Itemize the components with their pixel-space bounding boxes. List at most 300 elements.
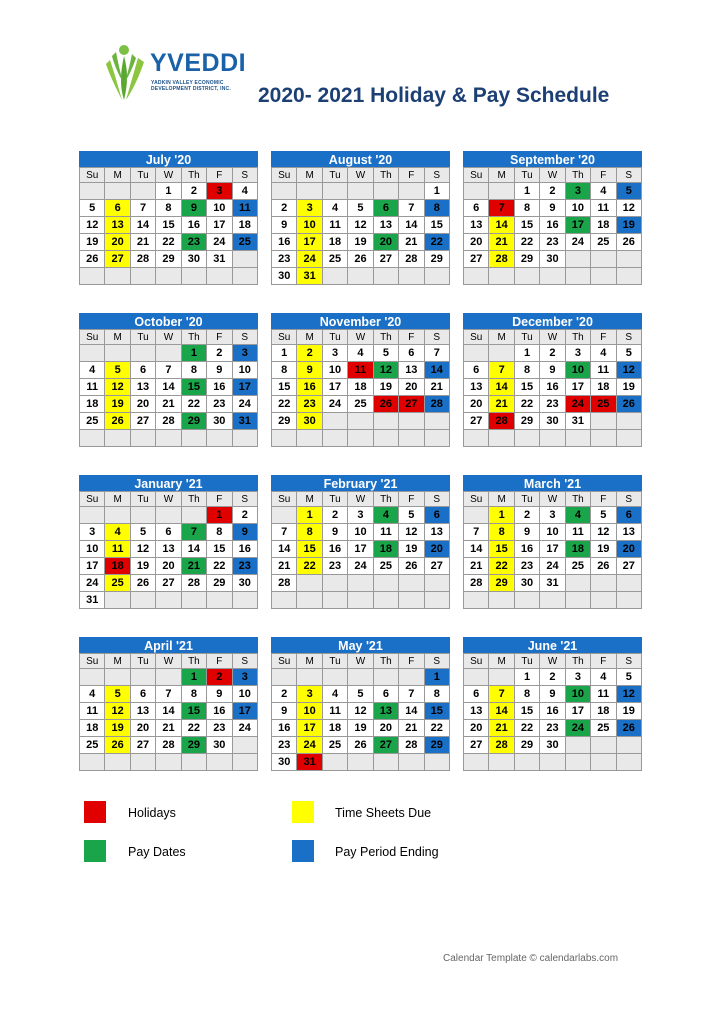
empty-cell <box>348 413 373 430</box>
legend-time-sheets-label: Time Sheets Due <box>335 806 432 820</box>
month-calendar <box>271 637 450 771</box>
day-cell: 6 <box>105 200 130 217</box>
day-cell: 13 <box>130 703 155 720</box>
day-cell: 23 <box>207 396 232 413</box>
day-cell: 8 <box>181 362 206 379</box>
day-cell: 6 <box>464 200 489 217</box>
month-title: March '21 <box>463 475 642 491</box>
weekday-header: M <box>489 330 514 345</box>
weekday-header: Tu <box>130 492 155 507</box>
day-cell: 30 <box>272 268 297 285</box>
day-cell: 8 <box>424 200 449 217</box>
day-cell: 14 <box>489 703 514 720</box>
empty-cell <box>130 669 155 686</box>
weekday-header: Su <box>80 654 105 669</box>
day-cell: 3 <box>348 507 373 524</box>
empty-cell <box>105 507 130 524</box>
empty-cell <box>80 268 105 285</box>
day-cell: 21 <box>272 558 297 575</box>
empty-cell <box>80 345 105 362</box>
empty-cell <box>464 592 489 609</box>
month-days-table <box>79 329 258 447</box>
weekday-header: Tu <box>514 654 539 669</box>
month-days-table <box>271 167 450 285</box>
empty-cell <box>322 268 347 285</box>
day-cell: 12 <box>616 362 641 379</box>
weekday-header: S <box>424 168 449 183</box>
empty-cell <box>514 268 539 285</box>
day-cell: 11 <box>565 524 590 541</box>
day-cell: 29 <box>514 737 539 754</box>
pay-period-swatch <box>292 840 314 862</box>
day-cell: 11 <box>105 541 130 558</box>
weekday-header: Su <box>272 168 297 183</box>
day-cell: 3 <box>80 524 105 541</box>
day-cell: 16 <box>272 720 297 737</box>
weekday-header: S <box>424 654 449 669</box>
day-cell: 28 <box>272 575 297 592</box>
day-cell: 7 <box>399 686 424 703</box>
day-cell: 2 <box>540 669 565 686</box>
empty-cell <box>348 268 373 285</box>
day-cell: 3 <box>565 183 590 200</box>
day-cell: 25 <box>591 396 616 413</box>
empty-cell <box>80 507 105 524</box>
month-calendar <box>463 637 642 771</box>
month-calendar <box>463 313 642 447</box>
day-cell: 2 <box>207 345 232 362</box>
day-cell: 23 <box>322 558 347 575</box>
empty-cell <box>489 592 514 609</box>
legend-pay-period-label: Pay Period Ending <box>335 845 439 859</box>
weekday-header: W <box>156 654 181 669</box>
empty-cell <box>399 754 424 771</box>
weekday-header: M <box>105 654 130 669</box>
empty-cell <box>156 430 181 447</box>
empty-cell <box>565 575 590 592</box>
weekday-header: Su <box>272 654 297 669</box>
day-cell: 18 <box>591 703 616 720</box>
weekday-header: W <box>540 168 565 183</box>
day-cell: 18 <box>105 558 130 575</box>
weekday-header: M <box>489 168 514 183</box>
day-cell: 27 <box>424 558 449 575</box>
day-cell: 21 <box>399 234 424 251</box>
day-cell: 21 <box>464 558 489 575</box>
day-cell: 28 <box>156 413 181 430</box>
day-cell: 8 <box>156 200 181 217</box>
day-cell: 22 <box>181 720 206 737</box>
day-cell: 24 <box>207 234 232 251</box>
weekday-header: Su <box>80 168 105 183</box>
empty-cell <box>80 669 105 686</box>
day-cell: 28 <box>156 737 181 754</box>
weekday-header: Th <box>565 654 590 669</box>
day-cell: 9 <box>207 686 232 703</box>
empty-cell <box>464 183 489 200</box>
weekday-header: M <box>297 330 322 345</box>
day-cell: 22 <box>207 558 232 575</box>
day-cell: 12 <box>616 200 641 217</box>
day-cell: 17 <box>565 703 590 720</box>
day-cell: 14 <box>181 541 206 558</box>
month-days-table <box>271 653 450 771</box>
legend-holidays-label: Holidays <box>128 806 176 820</box>
weekday-header: Tu <box>130 168 155 183</box>
month-days-table <box>79 167 258 285</box>
empty-cell <box>373 413 398 430</box>
day-cell: 9 <box>207 362 232 379</box>
day-cell: 9 <box>322 524 347 541</box>
day-cell: 16 <box>297 379 322 396</box>
day-cell: 5 <box>105 362 130 379</box>
day-cell: 16 <box>514 541 539 558</box>
day-cell: 29 <box>514 413 539 430</box>
day-cell: 27 <box>130 413 155 430</box>
day-cell: 10 <box>207 200 232 217</box>
day-cell: 16 <box>232 541 257 558</box>
empty-cell <box>348 183 373 200</box>
empty-cell <box>616 592 641 609</box>
day-cell: 23 <box>514 558 539 575</box>
day-cell: 25 <box>565 558 590 575</box>
empty-cell <box>181 754 206 771</box>
month-title: December '20 <box>463 313 642 329</box>
pay-dates-swatch <box>84 840 106 862</box>
empty-cell <box>207 430 232 447</box>
empty-cell <box>489 345 514 362</box>
day-cell: 25 <box>373 558 398 575</box>
weekday-header: F <box>591 168 616 183</box>
day-cell: 16 <box>207 379 232 396</box>
weekday-header: S <box>616 492 641 507</box>
day-cell: 2 <box>181 183 206 200</box>
empty-cell <box>105 183 130 200</box>
day-cell: 3 <box>297 200 322 217</box>
day-cell: 8 <box>514 686 539 703</box>
day-cell: 1 <box>181 345 206 362</box>
day-cell: 30 <box>540 413 565 430</box>
day-cell: 5 <box>616 183 641 200</box>
month-calendar <box>271 313 450 447</box>
day-cell: 11 <box>80 703 105 720</box>
month-days-table <box>79 491 258 609</box>
empty-cell <box>105 669 130 686</box>
day-cell: 20 <box>424 541 449 558</box>
weekday-header: M <box>297 654 322 669</box>
day-cell: 22 <box>514 234 539 251</box>
empty-cell <box>399 268 424 285</box>
month-title: January '21 <box>79 475 258 491</box>
empty-cell <box>181 592 206 609</box>
day-cell: 21 <box>489 720 514 737</box>
empty-cell <box>424 592 449 609</box>
day-cell: 16 <box>540 379 565 396</box>
day-cell: 11 <box>348 362 373 379</box>
day-cell: 15 <box>489 541 514 558</box>
empty-cell <box>322 575 347 592</box>
day-cell: 25 <box>232 234 257 251</box>
day-cell: 26 <box>348 251 373 268</box>
empty-cell <box>80 183 105 200</box>
day-cell: 1 <box>156 183 181 200</box>
month-calendar <box>463 475 642 609</box>
weekday-header: Tu <box>322 168 347 183</box>
day-cell: 30 <box>207 413 232 430</box>
month-title: July '20 <box>79 151 258 167</box>
day-cell: 26 <box>105 737 130 754</box>
day-cell: 1 <box>424 669 449 686</box>
weekday-header: Su <box>272 330 297 345</box>
empty-cell <box>322 430 347 447</box>
day-cell: 4 <box>105 524 130 541</box>
empty-cell <box>373 183 398 200</box>
day-cell: 2 <box>272 686 297 703</box>
day-cell: 2 <box>297 345 322 362</box>
weekday-header: S <box>232 492 257 507</box>
day-cell: 13 <box>464 217 489 234</box>
day-cell: 13 <box>424 524 449 541</box>
weekday-header: Tu <box>514 168 539 183</box>
weekday-header: Su <box>80 492 105 507</box>
day-cell: 18 <box>80 396 105 413</box>
empty-cell <box>399 183 424 200</box>
day-cell: 19 <box>399 541 424 558</box>
day-cell: 21 <box>130 234 155 251</box>
day-cell: 22 <box>514 720 539 737</box>
day-cell: 17 <box>348 541 373 558</box>
day-cell: 3 <box>207 183 232 200</box>
day-cell: 28 <box>399 737 424 754</box>
empty-cell <box>80 430 105 447</box>
day-cell: 7 <box>181 524 206 541</box>
empty-cell <box>130 430 155 447</box>
day-cell: 9 <box>297 362 322 379</box>
empty-cell <box>297 430 322 447</box>
day-cell: 17 <box>540 541 565 558</box>
day-cell: 8 <box>272 362 297 379</box>
day-cell: 20 <box>616 541 641 558</box>
day-cell: 19 <box>80 234 105 251</box>
day-cell: 7 <box>489 686 514 703</box>
empty-cell <box>464 345 489 362</box>
day-cell: 27 <box>156 575 181 592</box>
day-cell: 24 <box>565 720 590 737</box>
weekday-header: S <box>616 654 641 669</box>
day-cell: 28 <box>424 396 449 413</box>
day-cell: 26 <box>399 558 424 575</box>
day-cell: 10 <box>348 524 373 541</box>
day-cell: 25 <box>348 396 373 413</box>
day-cell: 22 <box>272 396 297 413</box>
day-cell: 20 <box>464 396 489 413</box>
day-cell: 7 <box>399 200 424 217</box>
day-cell: 28 <box>489 251 514 268</box>
day-cell: 23 <box>540 720 565 737</box>
day-cell: 30 <box>207 737 232 754</box>
day-cell: 13 <box>616 524 641 541</box>
day-cell: 26 <box>616 720 641 737</box>
day-cell: 26 <box>373 396 398 413</box>
day-cell: 18 <box>232 217 257 234</box>
day-cell: 15 <box>272 379 297 396</box>
day-cell: 17 <box>232 379 257 396</box>
weekday-header: M <box>105 492 130 507</box>
day-cell: 29 <box>489 575 514 592</box>
day-cell: 15 <box>297 541 322 558</box>
day-cell: 18 <box>348 379 373 396</box>
day-cell: 19 <box>616 703 641 720</box>
day-cell: 3 <box>232 345 257 362</box>
day-cell: 21 <box>181 558 206 575</box>
empty-cell <box>297 669 322 686</box>
empty-cell <box>616 268 641 285</box>
month-days-table <box>79 653 258 771</box>
day-cell: 22 <box>424 720 449 737</box>
empty-cell <box>373 268 398 285</box>
day-cell: 7 <box>272 524 297 541</box>
empty-cell <box>616 737 641 754</box>
empty-cell <box>591 754 616 771</box>
day-cell: 10 <box>297 703 322 720</box>
day-cell: 31 <box>80 592 105 609</box>
day-cell: 9 <box>272 217 297 234</box>
weekday-header: Tu <box>130 654 155 669</box>
day-cell: 2 <box>514 507 539 524</box>
day-cell: 23 <box>232 558 257 575</box>
month-calendar <box>271 151 450 285</box>
empty-cell <box>489 669 514 686</box>
day-cell: 24 <box>565 396 590 413</box>
day-cell: 4 <box>565 507 590 524</box>
day-cell: 12 <box>399 524 424 541</box>
day-cell: 11 <box>591 200 616 217</box>
day-cell: 2 <box>272 200 297 217</box>
empty-cell <box>591 251 616 268</box>
month-days-table <box>463 653 642 771</box>
day-cell: 8 <box>489 524 514 541</box>
month-title: June '21 <box>463 637 642 653</box>
day-cell: 8 <box>207 524 232 541</box>
day-cell: 26 <box>80 251 105 268</box>
month-calendar <box>271 475 450 609</box>
day-cell: 26 <box>591 558 616 575</box>
weekday-header: Su <box>464 492 489 507</box>
day-cell: 7 <box>424 345 449 362</box>
day-cell: 6 <box>464 362 489 379</box>
day-cell: 6 <box>373 200 398 217</box>
day-cell: 1 <box>514 345 539 362</box>
day-cell: 24 <box>322 396 347 413</box>
weekday-header: Tu <box>514 330 539 345</box>
empty-cell <box>489 430 514 447</box>
day-cell: 5 <box>399 507 424 524</box>
day-cell: 6 <box>156 524 181 541</box>
day-cell: 20 <box>373 234 398 251</box>
day-cell: 7 <box>130 200 155 217</box>
month-days-table <box>271 491 450 609</box>
month-days-table <box>463 329 642 447</box>
weekday-header: W <box>348 168 373 183</box>
empty-cell <box>424 754 449 771</box>
day-cell: 25 <box>322 251 347 268</box>
day-cell: 23 <box>540 234 565 251</box>
day-cell: 30 <box>540 737 565 754</box>
empty-cell <box>297 183 322 200</box>
day-cell: 22 <box>424 234 449 251</box>
empty-cell <box>80 754 105 771</box>
day-cell: 5 <box>80 200 105 217</box>
weekday-header: F <box>591 492 616 507</box>
day-cell: 18 <box>565 541 590 558</box>
day-cell: 7 <box>156 362 181 379</box>
day-cell: 14 <box>130 217 155 234</box>
day-cell: 3 <box>540 507 565 524</box>
empty-cell <box>207 268 232 285</box>
day-cell: 29 <box>181 413 206 430</box>
empty-cell <box>130 183 155 200</box>
empty-cell <box>156 268 181 285</box>
day-cell: 14 <box>399 217 424 234</box>
day-cell: 24 <box>232 396 257 413</box>
day-cell: 11 <box>322 703 347 720</box>
day-cell: 15 <box>514 379 539 396</box>
empty-cell <box>130 754 155 771</box>
month-title: November '20 <box>271 313 450 329</box>
weekday-header: F <box>399 654 424 669</box>
empty-cell <box>348 754 373 771</box>
day-cell: 17 <box>565 379 590 396</box>
month-title: May '21 <box>271 637 450 653</box>
logo-name: YVEDDI <box>150 49 247 77</box>
day-cell: 7 <box>489 362 514 379</box>
day-cell: 19 <box>591 541 616 558</box>
empty-cell <box>464 669 489 686</box>
day-cell: 30 <box>181 251 206 268</box>
day-cell: 7 <box>156 686 181 703</box>
empty-cell <box>348 430 373 447</box>
day-cell: 9 <box>181 200 206 217</box>
day-cell: 23 <box>181 234 206 251</box>
weekday-header: W <box>540 330 565 345</box>
day-cell: 27 <box>464 413 489 430</box>
day-cell: 4 <box>80 686 105 703</box>
day-cell: 18 <box>322 720 347 737</box>
weekday-header: F <box>399 330 424 345</box>
day-cell: 19 <box>105 720 130 737</box>
day-cell: 17 <box>297 720 322 737</box>
empty-cell <box>424 430 449 447</box>
weekday-header: Tu <box>514 492 539 507</box>
day-cell: 12 <box>130 541 155 558</box>
month-calendar <box>79 475 258 609</box>
empty-cell <box>130 268 155 285</box>
day-cell: 2 <box>540 183 565 200</box>
weekday-header: S <box>232 654 257 669</box>
empty-cell <box>348 592 373 609</box>
time-sheets-swatch <box>292 801 314 823</box>
month-calendar <box>79 313 258 447</box>
day-cell: 27 <box>616 558 641 575</box>
weekday-header: Th <box>565 330 590 345</box>
day-cell: 12 <box>616 686 641 703</box>
day-cell: 10 <box>322 362 347 379</box>
weekday-header: F <box>399 168 424 183</box>
day-cell: 12 <box>348 703 373 720</box>
weekday-header: Su <box>464 654 489 669</box>
day-cell: 28 <box>181 575 206 592</box>
empty-cell <box>322 592 347 609</box>
